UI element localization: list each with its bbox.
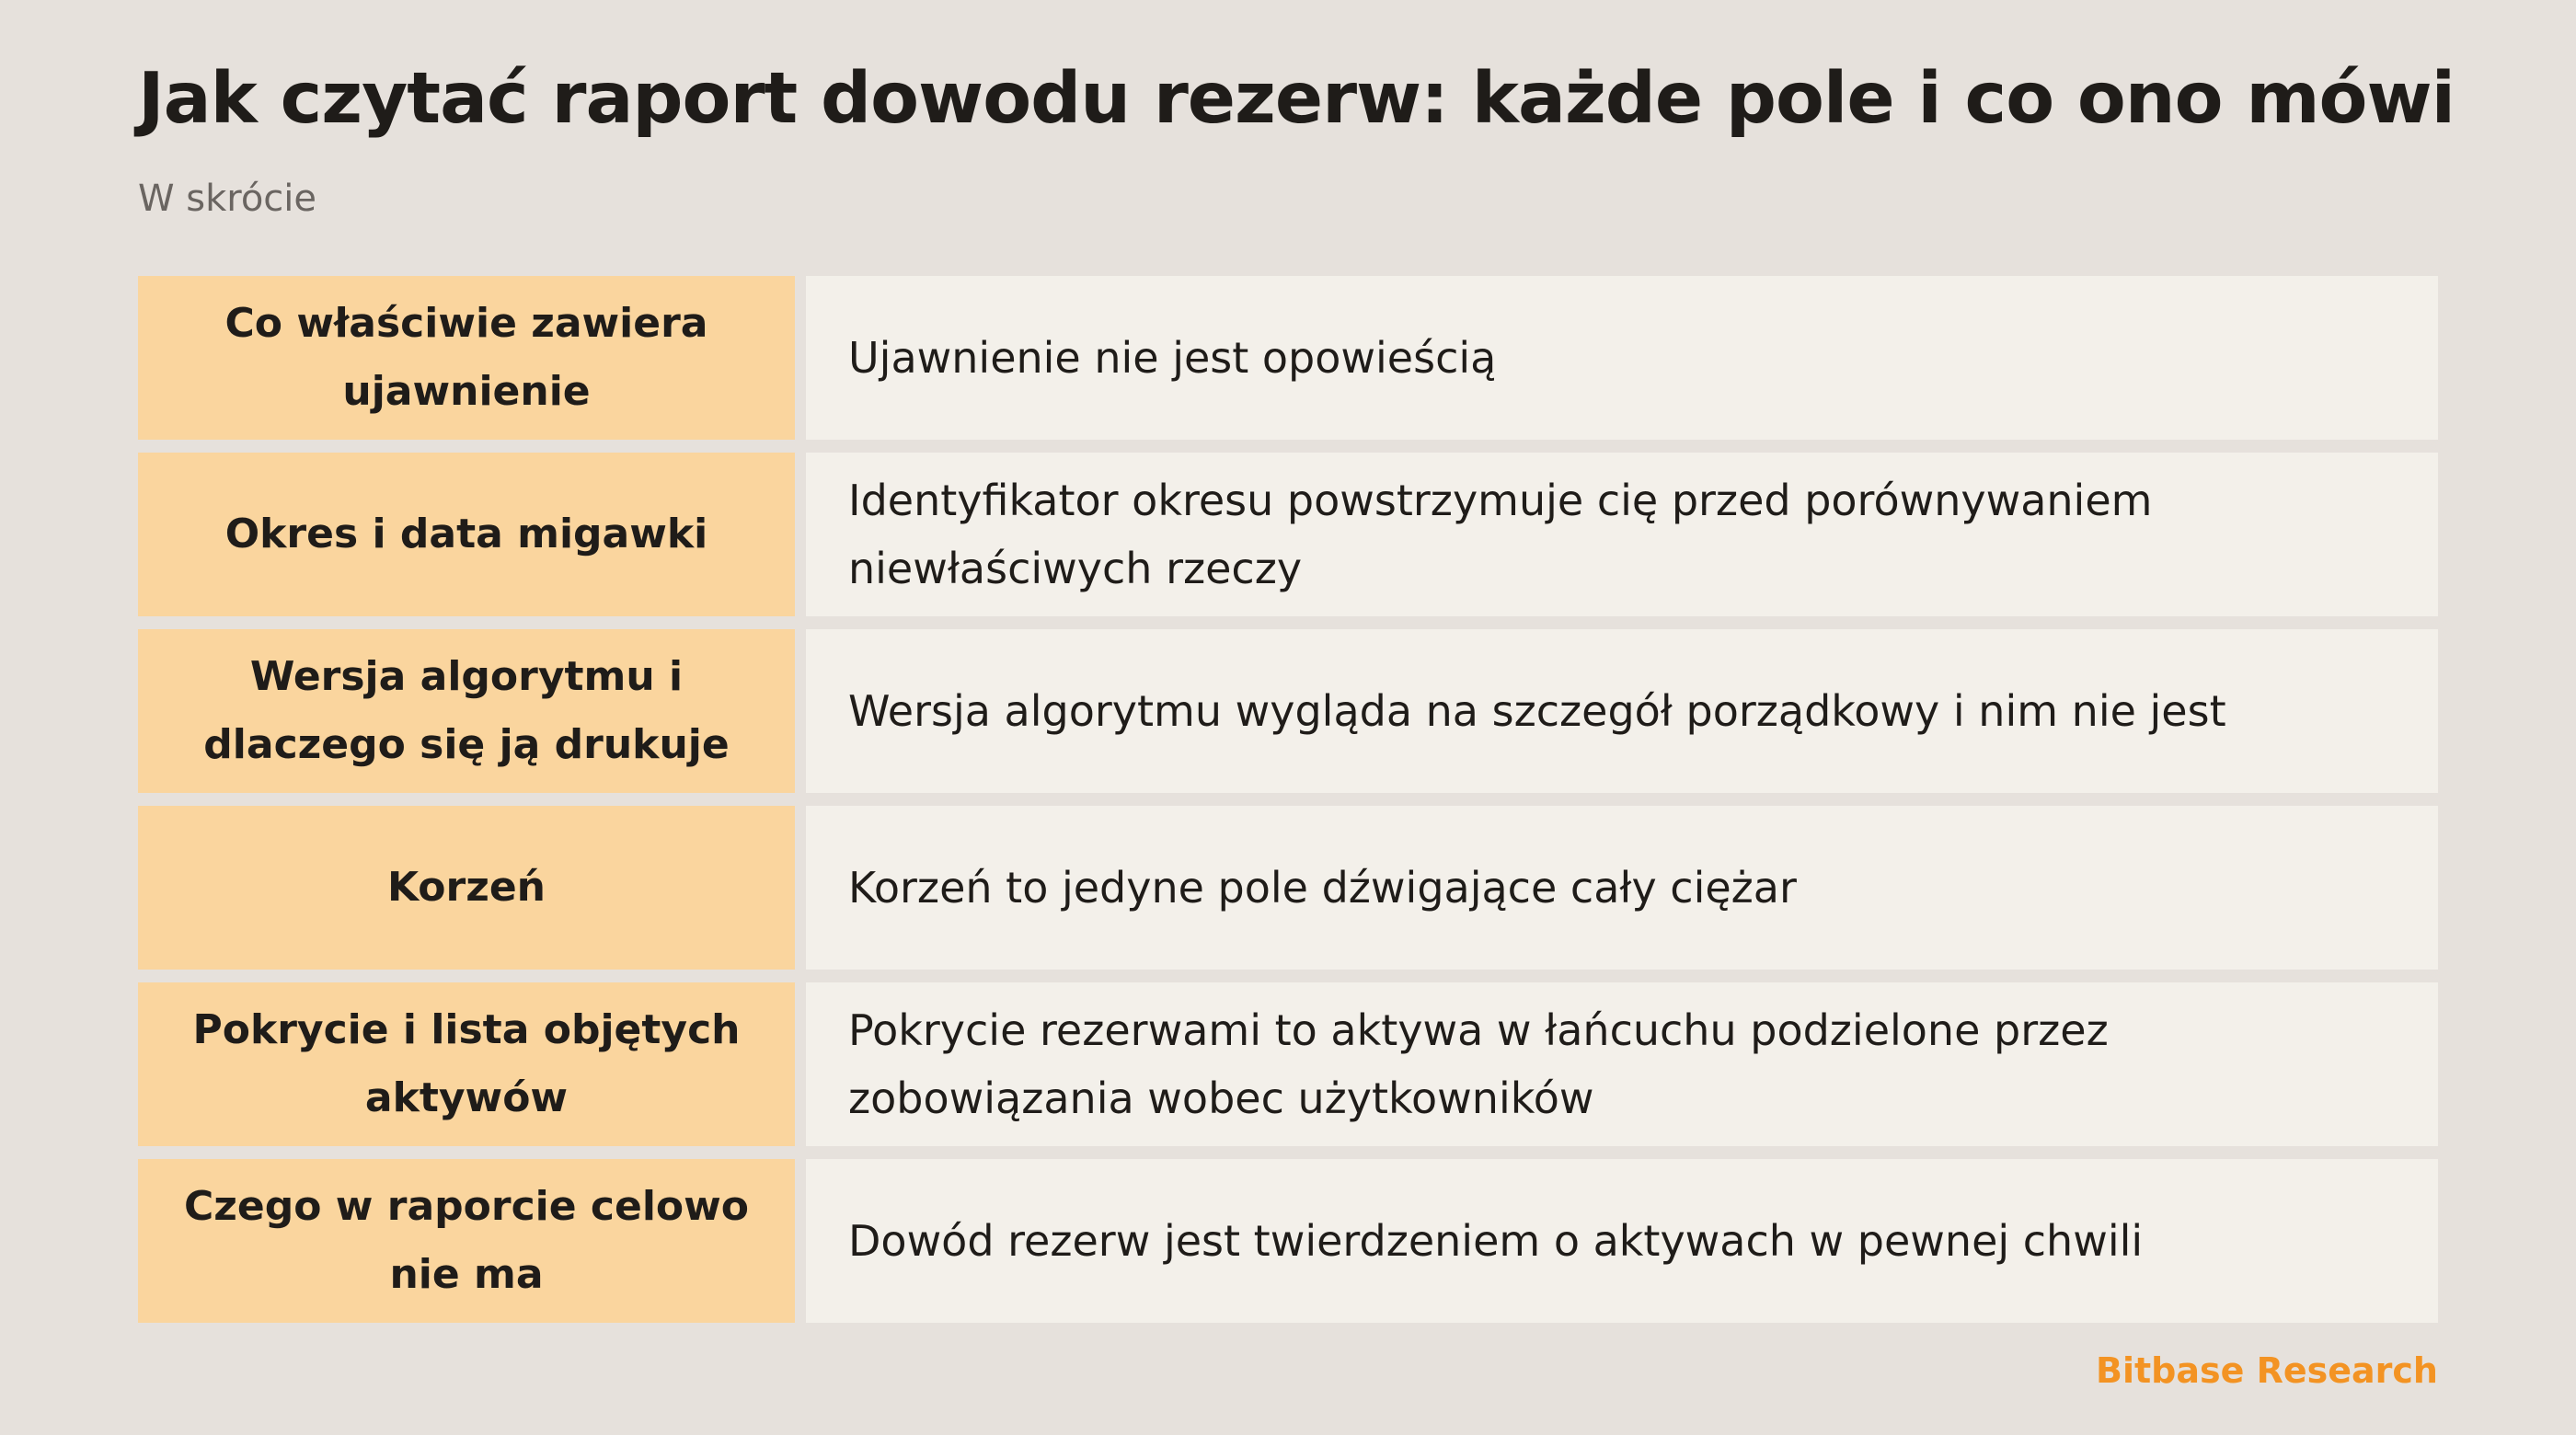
table-row bbox=[138, 982, 2438, 1146]
row-value: Identyfikator okresu powstrzymuje cię przed porównywaniem niewłaściwych rzeczy bbox=[806, 453, 2438, 616]
table-row bbox=[138, 1159, 2438, 1323]
row-value: Ujawnienie nie jest opowieścią bbox=[806, 276, 2438, 440]
table-row bbox=[138, 276, 2438, 440]
row-value: Wersja algorytmu wygląda na szczegół porządkowy i nim nie jest bbox=[806, 629, 2438, 793]
row-value: Korzeń to jedyne pole dźwigające cały ciężar bbox=[806, 806, 2438, 970]
row-key: Korzeń bbox=[138, 806, 795, 970]
row-key: Czego w raporcie celowo nie ma bbox=[138, 1159, 795, 1323]
page-title: Jak czytać raport dowodu rezerw: każde pole i co ono mówi bbox=[138, 58, 2455, 140]
row-key: Okres i data migawki bbox=[138, 453, 795, 616]
table-row bbox=[138, 629, 2438, 793]
row-value: Pokrycie rezerwami to aktywa w łańcuchu podzielone przez zobowiązania wobec użytkowników bbox=[806, 982, 2438, 1146]
row-value: Dowód rezerw jest twierdzeniem o aktywach w pewnej chwili bbox=[806, 1159, 2438, 1323]
summary-table bbox=[138, 276, 2438, 1323]
row-key: Pokrycie i lista objętych aktywów bbox=[138, 982, 795, 1146]
table-row bbox=[138, 806, 2438, 970]
row-key: Co właściwie zawiera ujawnienie bbox=[138, 276, 795, 440]
table-row bbox=[138, 453, 2438, 616]
row-key: Wersja algorytmu i dlaczego się ją drukuje bbox=[138, 629, 795, 793]
page-subtitle: W skrócie bbox=[138, 178, 317, 220]
brand-label: Bitbase Research bbox=[2095, 1350, 2438, 1391]
